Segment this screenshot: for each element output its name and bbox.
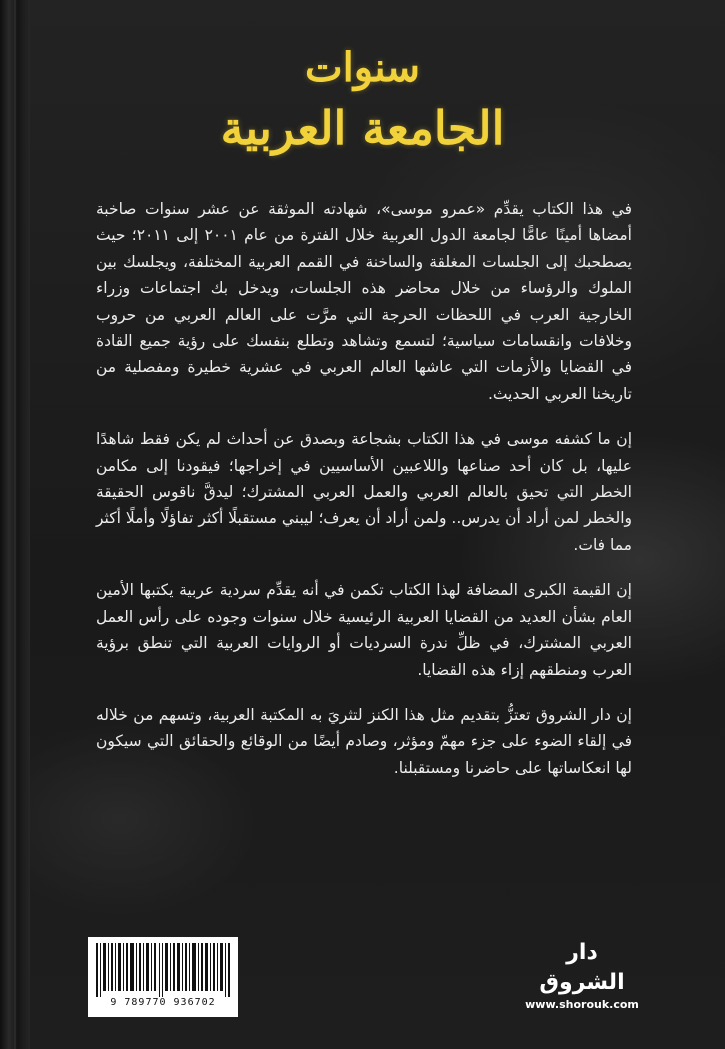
barcode-bars [96, 943, 230, 997]
book-title-line-1: سنوات [304, 44, 421, 91]
book-title [200, 40, 525, 160]
blurb-paragraph: إن ما كشفه موسى في هذا الكتاب بشجاعة وبصدق عن أحداث لم يكن فقط شاهدًا عليها، بل كان أحد صناعها واللاعبين الأساسيين في إخراجها؛ فيقودنا إلى مكامن الخطر التي تحيق بالعالم العربي والعمل العربي المشترك؛ ليدقَّ ناقوس الحقيقة والخطر لمن أراد أن يدرس.. ولمن أراد أن يعرف؛ ليبني مستقبلًا أكثر تفاؤلًا وأملًا أكثر مما فات. [96, 430, 632, 554]
publisher-logo [520, 938, 644, 1012]
publisher-name: دار الشروق [539, 940, 625, 995]
isbn-barcode [88, 937, 238, 1017]
barcode-number: 9 789770 936702 [110, 997, 216, 1008]
blurb-paragraph: إن دار الشروق تعتزُّ بتقديم مثل هذا الكنز لتثريَ به المكتبة العربية، وتسهم من خلاله في إلقاء الضوء على جزء مهمّ ومؤثر، وصادم أيضًا من الوقائع والحقائق التي سيكون لها انعكاساتها على حاضرنا ومستقبلنا. [96, 705, 632, 777]
spine-crease [14, 0, 16, 1049]
publisher-url: www.shorouk.com [525, 998, 639, 1011]
blurb-text [96, 196, 632, 800]
blurb-paragraph: إن القيمة الكبرى المضافة لهذا الكتاب تكمن في أنه يقدِّم سردية عربية يكتبها الأمين العام بشأن العديد من القضايا العربية الرئيسية خلال سنوات وجوده على رأس العمل العربي المشترك، في ظلِّ ندرة السرديات أو الروايات العربية التي تنطق برؤية العرب ومنطقهم إزاء هذه القضايا. [96, 581, 632, 679]
blurb-paragraph: في هذا الكتاب يقدِّم «عمرو موسى»، شهادته الموثقة عن عشر سنوات صاخبة أمضاها أمينًا عامًّا لجامعة الدول العربية خلال الفترة من عام ٢٠٠١ إلى ٢٠١١؛ حيث يصطحبك إلى الجلسات المغلقة والساخنة في القمم العربية المختلفة، ويجلسك بين الملوك والرؤساء من خلال محاضر هذه الجلسات، ويدخل بك اجتماعات وزراء الخارجية العرب في اللحظات الحرجة التي مرَّت على العالم العربي من حروب وخلافات وانقسامات سياسية؛ لتسمع وتشاهد وتطلع بنفسك على رؤية جميع القادة في القضايا والأزمات التي عاشها العالم العربي في عشرية خطيرة ومفصلية من تاريخنا العربي الحديث. [96, 200, 632, 403]
book-title-line-2: الجامعة العربية [220, 101, 505, 155]
